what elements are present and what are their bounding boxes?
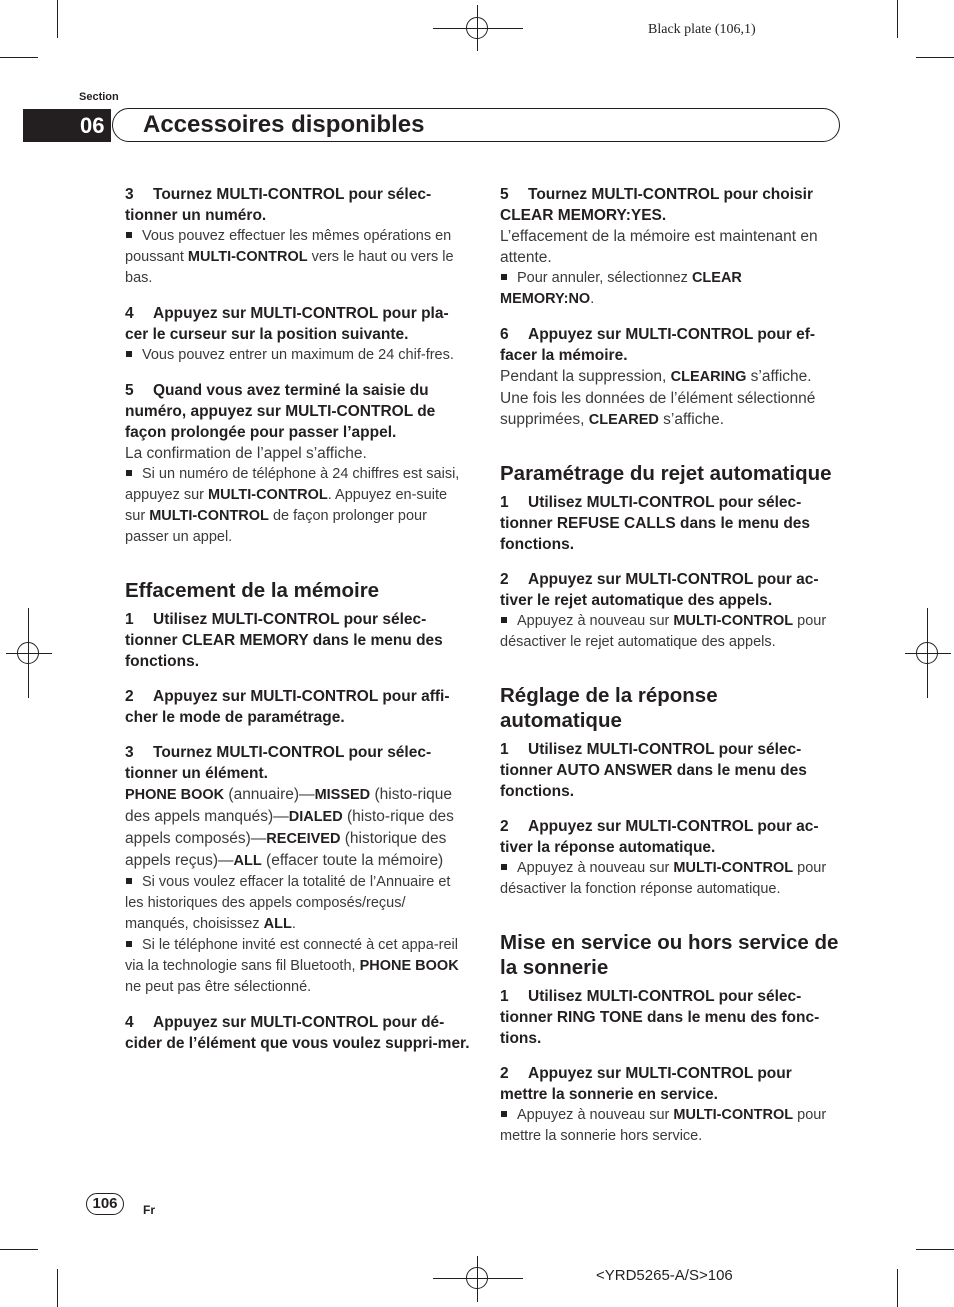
registration-circle <box>916 642 938 664</box>
registration-circle <box>466 17 488 39</box>
step-1: 1 Utilisez MULTI-CONTROL pour sélec-tionner RING TONE dans le menu des fonc-tions. <box>500 988 820 1047</box>
step-2: 2 Appuyez sur MULTI-CONTROL pour affi-cher le mode de paramétrage. <box>125 688 450 726</box>
crop-mark <box>897 0 898 38</box>
heading-effacement: Effacement de la mémoire <box>125 579 380 602</box>
crop-mark <box>57 1269 58 1307</box>
heading-reponse: Réglage de la réponse automatique <box>500 684 718 732</box>
crop-mark <box>0 1249 38 1250</box>
step-3: 3 Tournez MULTI-CONTROL pour sélec-tionner un numéro. <box>125 186 432 224</box>
note: Appuyez à nouveau sur MULTI-CONTROL pour désactiver la fonction réponse automatique. <box>500 860 827 897</box>
step-6: 6 Appuyez sur MULTI-CONTROL pour ef-facer la mémoire. <box>500 326 816 364</box>
step-2: 2 Appuyez sur MULTI-CONTROL pour ac-tiver la réponse automatique. <box>500 818 819 856</box>
step-1: 1 Utilisez MULTI-CONTROL pour sélec-tionner AUTO ANSWER dans le menu des fonctions. <box>500 741 807 800</box>
body-text: PHONE BOOK (annuaire)—MISSED (histo-rique des appels manqués)—DIALED (histo-rique des appels composés)—RECEIVED (historique des appels reçus)—ALL (effacer toute la mémoire) <box>125 786 454 869</box>
language-code: Fr <box>143 1203 155 1217</box>
page-number: 106 <box>86 1193 124 1215</box>
note: Pour annuler, sélectionnez CLEAR MEMORY:NO. <box>500 270 742 307</box>
registration-circle <box>466 1267 488 1289</box>
note: Si le téléphone invité est connecté à cet appa-reil via la technologie sans fil Bluetooth, PHONE BOOK ne peut pas être sélectionné. <box>125 937 459 995</box>
plate-label: Black plate (106,1) <box>648 22 756 37</box>
note: Appuyez à nouveau sur MULTI-CONTROL pour désactiver le rejet automatique des appels. <box>500 613 827 650</box>
note: Vous pouvez effectuer les mêmes opérations en poussant MULTI-CONTROL vers le haut ou vers le bas. <box>125 228 454 286</box>
crop-mark <box>916 57 954 58</box>
crop-mark <box>0 57 38 58</box>
right-column <box>500 184 840 1147</box>
step-4: 4 Appuyez sur MULTI-CONTROL pour pla-cer le curseur sur la position suivante. <box>125 305 449 343</box>
section-number: 06 <box>23 109 111 142</box>
heading-sonnerie: Mise en service ou hors service de la sonnerie <box>500 931 839 979</box>
body-text: L’effacement de la mémoire est maintenant en attente. <box>500 228 818 266</box>
document-code: <YRD5265-A/S>106 <box>596 1267 733 1284</box>
crop-mark <box>57 0 58 38</box>
left-column <box>125 184 470 1054</box>
crop-mark <box>916 1249 954 1250</box>
heading-rejet: Paramétrage du rejet automatique <box>500 462 832 485</box>
step-3: 3 Tournez MULTI-CONTROL pour sélec-tionner un élément. <box>125 744 432 782</box>
step-1: 1 Utilisez MULTI-CONTROL pour sélec-tionner CLEAR MEMORY dans le menu des fonctions. <box>125 611 443 670</box>
body-text: La confirmation de l’appel s’affiche. <box>125 445 367 462</box>
step-5: 5 Quand vous avez terminé la saisie du numéro, appuyez sur MULTI-CONTROL de façon prolongée pour passer l’appel. <box>125 382 436 441</box>
body-text: Pendant la suppression, CLEARING s’affiche. Une fois les données de l’élément sélectionné supprimées, CLEARED s’affiche. <box>500 368 816 428</box>
section-label: Section <box>79 91 119 103</box>
step-5: 5 Tournez MULTI-CONTROL pour choisir CLEAR MEMORY:YES. <box>500 186 814 224</box>
section-title: Accessoires disponibles <box>143 111 425 138</box>
step-2: 2 Appuyez sur MULTI-CONTROL pour mettre la sonnerie en service. <box>500 1065 792 1103</box>
note: Vous pouvez entrer un maximum de 24 chif-fres. <box>125 345 470 366</box>
step-2: 2 Appuyez sur MULTI-CONTROL pour ac-tiver le rejet automatique des appels. <box>500 571 819 609</box>
crop-mark <box>897 1269 898 1307</box>
note: Si vous voulez effacer la totalité de l’Annuaire et les historiques des appels composés/reçus/ manqués, choisissez ALL. <box>125 874 451 932</box>
step-4: 4 Appuyez sur MULTI-CONTROL pour dé-cider de l’élément que vous voulez suppri-mer. <box>125 1014 470 1052</box>
note: Appuyez à nouveau sur MULTI-CONTROL pour mettre la sonnerie hors service. <box>500 1107 827 1144</box>
step-1: 1 Utilisez MULTI-CONTROL pour sélec-tionner REFUSE CALLS dans le menu des fonctions. <box>500 494 811 553</box>
registration-circle <box>17 642 39 664</box>
note: Si un numéro de téléphone à 24 chiffres est saisi, appuyez sur MULTI-CONTROL. Appuyez en-suite sur MULTI-CONTROL de façon prolonger pour passer un appel. <box>125 466 460 545</box>
